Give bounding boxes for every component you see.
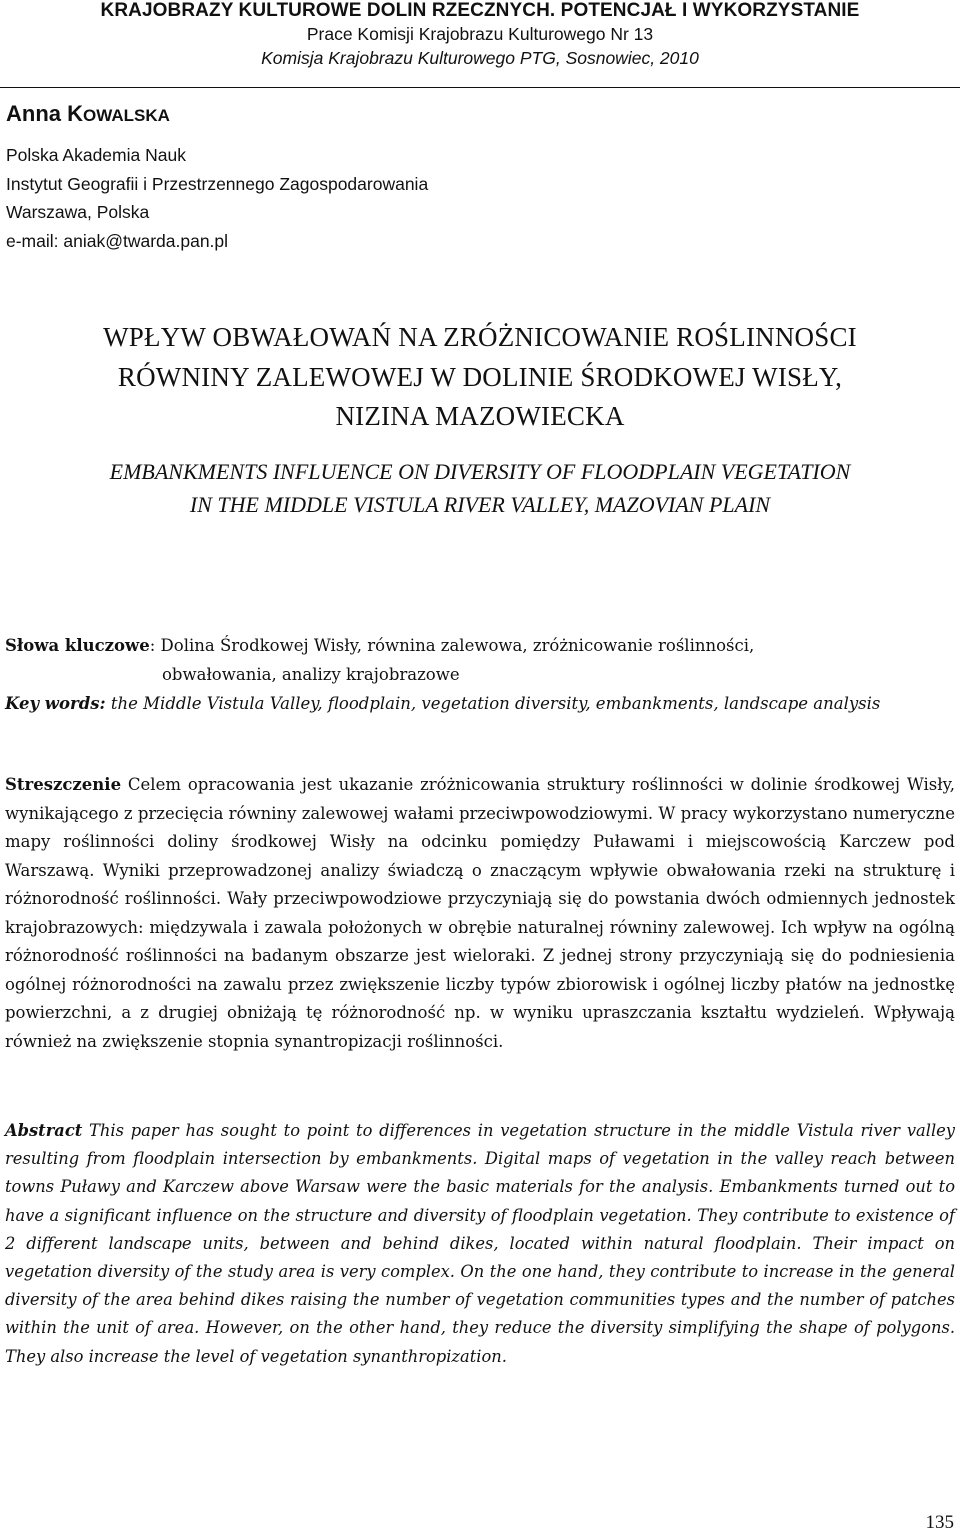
affiliation-institution: Polska Akademia Nauk xyxy=(6,145,186,165)
proceedings-line: Prace Komisji Krajobrazu Kulturowego Nr 13 xyxy=(306,24,654,44)
author-email: e-mail: aniak@twarda.pan.pl xyxy=(6,230,229,251)
abstract-text: This paper has sought to point to differences in vegetation structure in the middle Vistula river valley resulting from floodplain intersection by embankments. Digital maps of vegetation in the valley reach between towns Puławy and Karczew above Warsaw were the basic materials for the analysis. Embankments turned out to have a significant influence on the structure and diversity of floodplain vegetation. They contribute to existence of 2 different landscape units, between and behind dikes, located within natural floodplain. Their impact on vegetation diversity of the study area is very complex. On the one hand, they contribute to increase in the general diversity of the area behind dikes raising the number of vegetation communities types and the number of patches within the unit of area. However, on the other hand, they reduce the diversity simplifying the shape of polygons. They also increase the level of vegetation synanthropization. xyxy=(5,1121,955,1366)
keywords-pl-line-1: : Dolina Środkowej Wisły, równina zalewowa, zróżnicowanie roślinności, xyxy=(149,636,755,655)
keywords-en-text: the Middle Vistula Valley, floodplain, vegetation diversity, embankments, landscape analysis xyxy=(105,694,881,713)
title-block xyxy=(0,318,960,521)
streszczenie-text: Celem opracowania jest ukazanie zróżnicowania struktury roślinności w dolinie środkowej Wisły, wynikającego z przecięcia równiny zalewowej wałami przeciwpowodziowymi. W pracy wykorzystano numeryczne mapy roślinności doliny środkowej Wisły na odcinku pomiędzy Puławami i miejscowością Karczew pod Warszawą. Wyniki przeprowadzonej analizy świadczą o znaczącym wpływie obwałowania rzeki na strukturę i różnorodność roślinności. Wały przeciwpowodziowe przyczyniają się do powstania dwóch odmiennych jednostek krajobrazowych: międzywala i zawala położonych w obrębie naturalnej równiny zalewowej. Ich wpływ na ogólną różnorodność roślinności na badanym obszarze jest wieloraki. Z jednej strony przyczyniają się do podniesienia ogólnej różnorodności na zawalu przez zwiększenie liczby typów zbiorowisk i ogólnej liczby płatów na jednostkę powierzchni, a z drugiej obniżają tę różnorodność np. w wyniku upraszczania kształtu wydzieleń. Wpływają również na zwiększenie stopnia synantropizacji roślinności. xyxy=(5,775,955,1051)
title-en-line-2: IN THE MIDDLE VISTULA RIVER VALLEY, MAZOVIAN PLAIN xyxy=(189,491,771,517)
author-block xyxy=(6,99,428,255)
keywords-pl xyxy=(5,631,955,660)
header-rule xyxy=(0,87,960,88)
affiliation xyxy=(6,141,428,255)
title-pl-line-1: WPŁYW OBWAŁOWAŃ NA ZRÓŻNICOWANIE ROŚLINNOŚCI xyxy=(103,322,857,352)
running-header xyxy=(0,0,960,70)
streszczenie-label: Streszczenie xyxy=(5,775,122,794)
keywords-en-label: Key words: xyxy=(5,694,106,713)
title-pl-line-3: NIZINA MAZOWIECKA xyxy=(335,401,625,431)
keywords-pl-line-2: obwałowania, analizy krajobrazowe xyxy=(162,665,460,684)
title-en-line-1: EMBANKMENTS INFLUENCE ON DIVERSITY OF FLOODPLAIN VEGETATION xyxy=(109,458,851,484)
abstract-paragraph xyxy=(5,1117,955,1371)
author-first-name: Anna xyxy=(6,101,61,126)
series-title: KRAJOBRAZY KULTUROWE DOLIN RZECZNYCH. POTENCJAŁ I WYKORZYSTANIE xyxy=(100,0,860,21)
author-surname-rest: OWALSKA xyxy=(83,106,170,125)
title-en xyxy=(0,455,960,521)
abstract-label: Abstract xyxy=(5,1121,83,1140)
keywords-block xyxy=(5,631,955,718)
keywords-en xyxy=(5,689,955,718)
author-surname-initial: K xyxy=(67,101,84,126)
publisher-line: Komisja Krajobrazu Kulturowego PTG, Sosnowiec, 2010 xyxy=(261,48,699,68)
streszczenie-paragraph xyxy=(5,771,955,1056)
author-name xyxy=(6,99,428,131)
title-pl-line-2: RÓWNINY ZALEWOWEJ W DOLINIE ŚRODKOWEJ WISŁY, xyxy=(117,361,843,392)
affiliation-department: Instytut Geografii i Przestrzennego Zagospodarowania xyxy=(6,173,429,194)
affiliation-city: Warszawa, Polska xyxy=(6,202,150,222)
page-number: 135 xyxy=(925,1512,954,1533)
keywords-pl-label: Słowa kluczowe xyxy=(5,636,150,655)
